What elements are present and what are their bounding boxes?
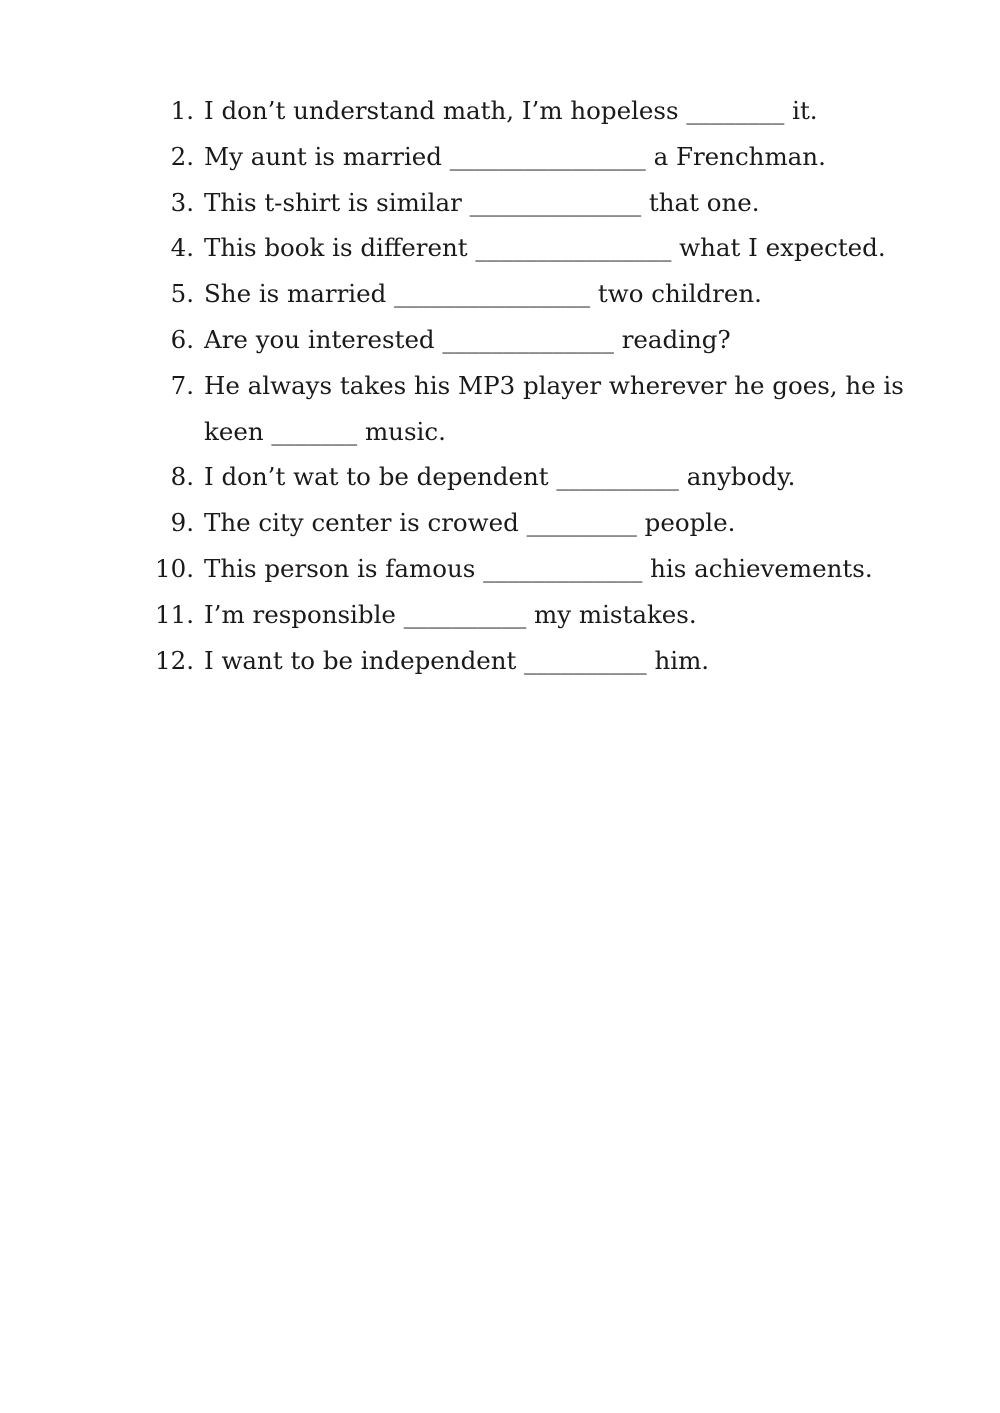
- exercise-item: [150, 592, 940, 638]
- exercise-item: [150, 638, 940, 684]
- exercise-item: [150, 546, 940, 592]
- exercise-list: [150, 88, 940, 683]
- item-text: He always takes his MP3 player wherever he goes, he is keen _______ music.: [204, 370, 904, 446]
- item-text: I don’t understand math, I’m hopeless ________ it.: [204, 96, 818, 125]
- item-text: She is married ________________ two children.: [204, 279, 762, 309]
- exercise-item: [150, 271, 940, 317]
- exercise-item: [150, 225, 940, 271]
- item-number: 4.: [170, 233, 194, 263]
- exercise-item: [150, 88, 940, 134]
- item-number: 9.: [170, 508, 194, 538]
- item-text: I want to be independent __________ him.: [204, 645, 710, 675]
- item-text: My aunt is married ________________ a Frenchman.: [204, 141, 826, 171]
- item-number: 7.: [170, 370, 194, 400]
- item-text: Are you interested ______________ reading?: [204, 324, 731, 354]
- item-number: 12.: [155, 645, 194, 675]
- item-number: 3.: [170, 187, 194, 217]
- item-number: 8.: [170, 462, 194, 492]
- item-text: This book is different ________________ what I expected.: [204, 233, 886, 263]
- item-number: 5.: [170, 279, 194, 309]
- item-text: I don’t wat to be dependent __________ anybody.: [204, 462, 796, 492]
- exercise-item: [150, 180, 940, 226]
- item-number: 2.: [170, 141, 194, 171]
- item-number: 1.: [170, 96, 194, 125]
- item-text: The city center is crowed _________ people.: [204, 508, 736, 538]
- exercise-item: [150, 363, 940, 455]
- item-text: I’m responsible __________ my mistakes.: [204, 599, 697, 629]
- exercise-item: [150, 454, 940, 500]
- exercise-item: [150, 317, 940, 363]
- exercise-item: [150, 500, 940, 546]
- item-number: 6.: [170, 324, 194, 354]
- item-number: 11.: [155, 599, 194, 629]
- exercise-item: [150, 134, 940, 180]
- item-text: This person is famous _____________ his achievements.: [204, 553, 873, 583]
- item-text: This t-shirt is similar ______________ that one.: [204, 187, 760, 217]
- item-number: 10.: [155, 553, 194, 583]
